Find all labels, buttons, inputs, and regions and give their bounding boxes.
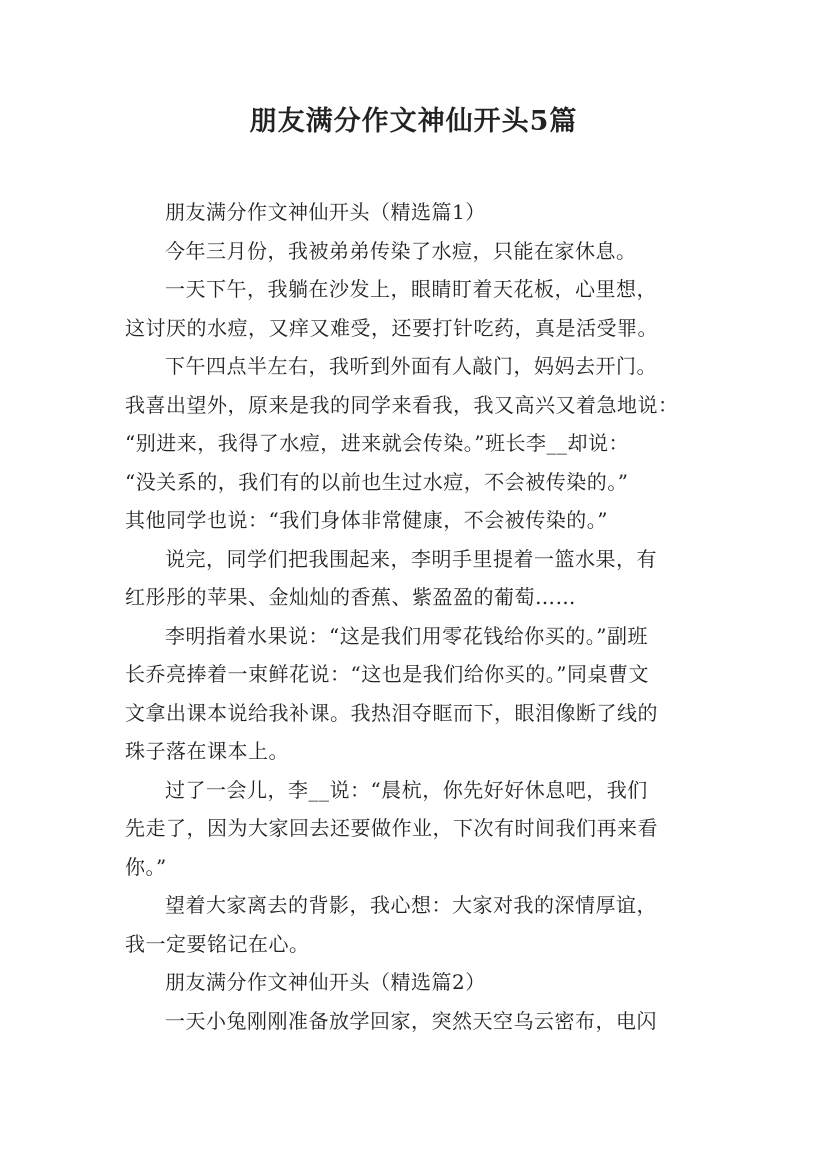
text-line: 红彤彤的苹果、金灿灿的香蕉、紫盈盈的葡萄…… bbox=[125, 585, 576, 609]
paragraph-heading-1 bbox=[125, 193, 715, 232]
text-line: 文拿出课本说给我补课。我热泪夺眶而下，眼泪像断了线的 bbox=[125, 700, 658, 725]
text-line: 朋友满分作文神仙开头（精选篇2） bbox=[165, 970, 486, 994]
text-line: 你。” bbox=[125, 854, 167, 879]
text-line: 珠子落在课本上。 bbox=[125, 739, 289, 763]
paragraph bbox=[125, 617, 715, 771]
text-line: 一天小兔刚刚准备放学回家，突然天空乌云密布，电闪 bbox=[165, 1008, 657, 1033]
document-body bbox=[125, 193, 715, 1040]
text-line: 望着大家离去的背影，我心想：大家对我的深情厚谊， bbox=[165, 893, 657, 917]
text-line: 其他同学也说：“我们身体非常健康，不会被传染的。” bbox=[125, 508, 608, 532]
text-line: 一天下午，我躺在沙发上，眼睛盯着天花板，心里想， bbox=[165, 277, 657, 301]
paragraph bbox=[125, 540, 715, 617]
document-title: 朋友满分作文神仙开头5篇 bbox=[249, 106, 578, 137]
paragraph bbox=[125, 1002, 715, 1041]
paragraph-heading-2 bbox=[125, 963, 715, 1002]
text-line: 长乔亮捧着一束鲜花说：“这也是我们给你买的。”同桌曹文 bbox=[125, 662, 649, 686]
text-line: 我喜出望外，原来是我的同学来看我，我又高兴又着急地说： bbox=[125, 392, 679, 417]
text-line: 我一定要铭记在心。 bbox=[125, 931, 310, 956]
text-line: 下午四点半左右，我听到外面有人敲门，妈妈去开门。 bbox=[165, 354, 657, 378]
text-line: 先走了，因为大家回去还要做作业，下次有时间我们再来看 bbox=[125, 816, 658, 840]
text-line: “别进来，我得了水痘，进来就会传染。”班长李__却说： bbox=[125, 431, 629, 455]
text-line: 今年三月份，我被弟弟传染了水痘，只能在家休息。 bbox=[165, 238, 637, 263]
paragraph bbox=[125, 270, 715, 347]
paragraph bbox=[125, 347, 715, 540]
text-line: 说完，同学们把我围起来，李明手里提着一篮水果，有 bbox=[165, 546, 657, 571]
text-line: 李明指着水果说：“这是我们用零花钱给你买的。”副班 bbox=[165, 623, 648, 648]
paragraph bbox=[125, 771, 715, 887]
paragraph bbox=[125, 232, 715, 271]
paragraph bbox=[125, 886, 715, 963]
text-line: “没关系的，我们有的以前也生过水痘，不会被传染的。” bbox=[125, 469, 629, 494]
text-line: 过了一会儿，李__说：“晨杭，你先好好休息吧，我们 bbox=[165, 777, 648, 802]
text-line: 朋友满分作文神仙开头（精选篇1） bbox=[165, 200, 486, 224]
text-line: 这讨厌的水痘，又痒又难受，还要打针吃药，真是活受罪。 bbox=[125, 315, 658, 340]
